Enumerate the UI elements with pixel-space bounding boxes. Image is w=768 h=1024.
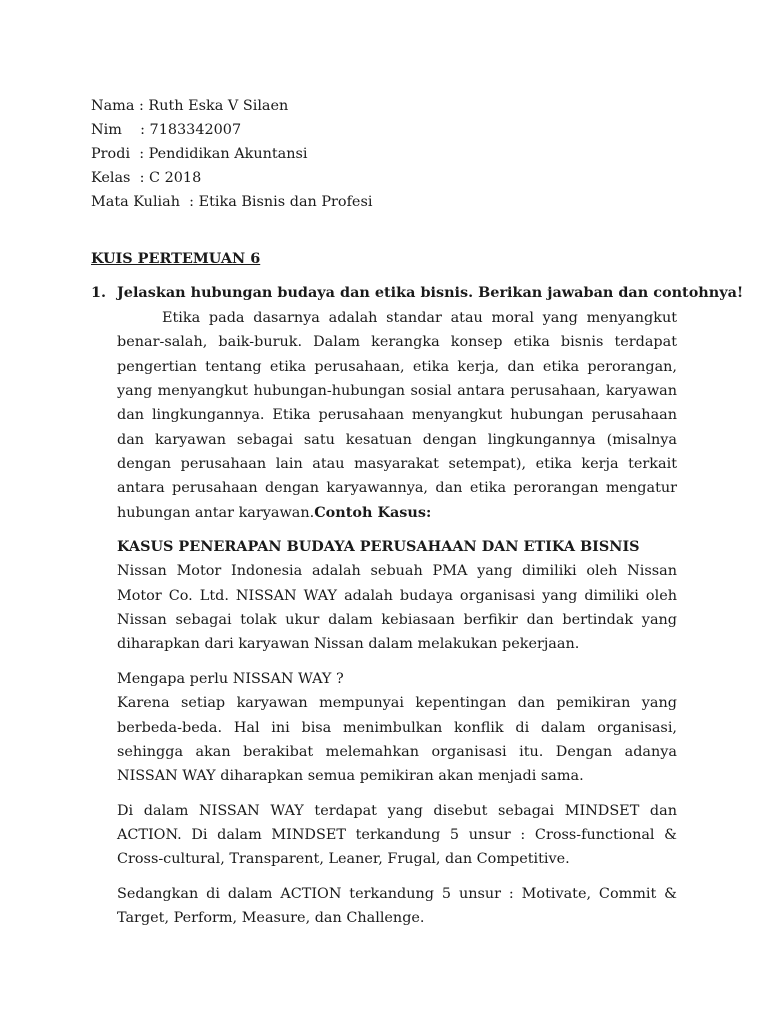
identity-nama: Nama : Ruth Eska V Silaen [91, 98, 289, 114]
answer-paragraph-4: Di dalam NISSAN WAY terdapat yang disebut sebagai MINDSET dan ACTION. Di dalam MINDSET terkandung 5 unsur : Cross-functional & Cross-cultural, Transparent, Leaner, Frugal, dan Competitive. [117, 802, 677, 868]
identity-mata-kuliah: Mata Kuliah : Etika Bisnis dan Profesi [91, 194, 373, 210]
answer-paragraph-1 [117, 306, 677, 525]
question-number: 1. [91, 284, 107, 301]
identity-kelas: Kelas : C 2018 [91, 170, 202, 186]
student-identity-block [91, 94, 691, 214]
quiz-title: KUIS PERTEMUAN 6 [91, 250, 261, 267]
question-text: Jelaskan hubungan budaya dan etika bisnis. Berikan jawaban dan contohnya! [117, 284, 744, 301]
identity-prodi: Prodi : Pendidikan Akuntansi [91, 146, 308, 162]
case-heading: KASUS PENERAPAN BUDAYA PERUSAHAAN DAN ETIKA BISNIS [117, 538, 640, 556]
answer-paragraph-5: Sedangkan di dalam ACTION terkandung 5 unsur : Motivate, Commit & Target, Perform, Measure, dan Challenge. [117, 885, 677, 926]
contoh-kasus-label: Contoh Kasus: [314, 503, 432, 521]
sub-question: Mengapa perlu NISSAN WAY ? [117, 670, 344, 687]
answer-body [117, 306, 677, 930]
answer-paragraph-3: Karena setiap karyawan mempunyai kepentingan dan pemikiran yang berbeda-beda. Hal ini bisa menimbulkan konflik di dalam organisasi, sehingga akan berakibat melemahkan organisasi itu. Dengan adanya NISSAN WAY diharapkan semua pemikiran akan menjadi sama. [117, 695, 677, 785]
answer-paragraph-1-text: Etika pada dasarnya adalah standar atau moral yang menyangkut benar-salah, baik-buruk. Dalam kerangka konsep etika bisnis terdapat pengertian tentang etika perusahaan, etika kerja, dan etika perorangan, yang menyangkut hubungan-hubungan sosial antara perusahaan, karyawan dan lingkungannya. Etika perusahaan menyangkut hubungan perusahaan dan karyawan sebagai satu kesatuan dengan lingkungannya (misalnya dengan perusahaan lain atau masyarakat setempat), etika kerja terkait antara perusahaan dengan karyawannya, dan etika perorangan mengatur hubungan antar karyawan. [117, 310, 677, 521]
answer-paragraph-2: Nissan Motor Indonesia adalah sebuah PMA yang dimiliki oleh Nissan Motor Co. Ltd. NISSAN WAY adalah budaya organisasi yang dimiliki oleh Nissan sebagai tolak ukur dalam kebiasaan berfikir dan bertindak yang diharapkan dari karyawan Nissan dalam melakukan pekerjaan. [117, 563, 677, 653]
question-1 [91, 282, 744, 304]
identity-nim: Nim : 7183342007 [91, 122, 242, 138]
